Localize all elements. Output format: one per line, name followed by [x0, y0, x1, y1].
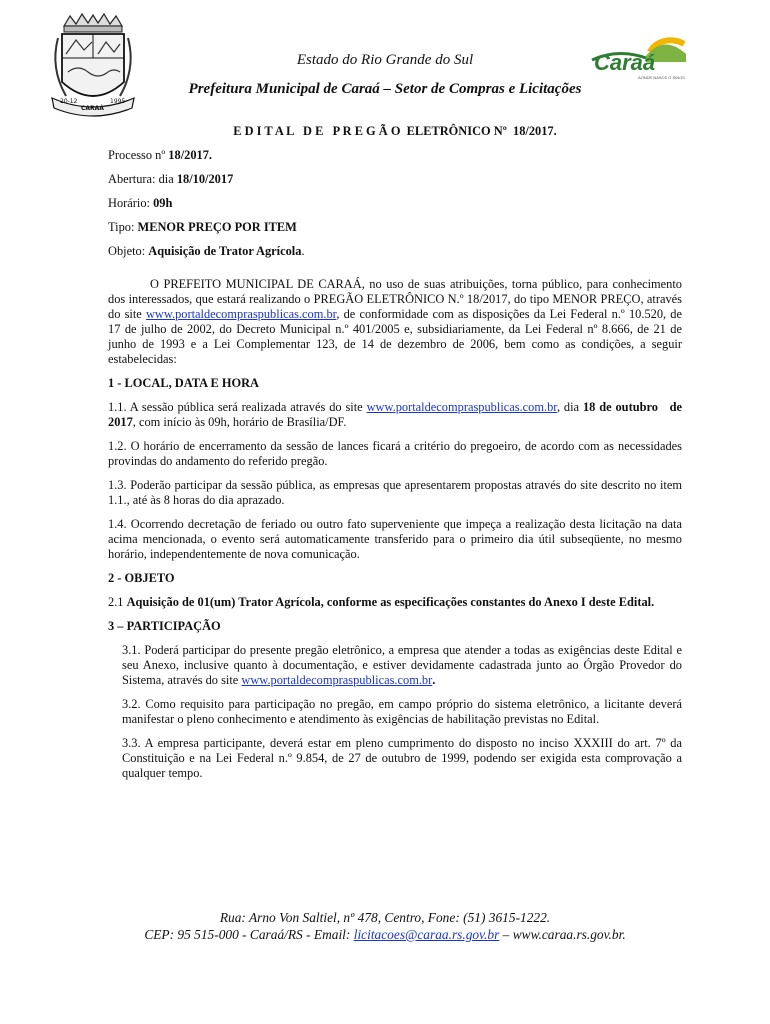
info-label: Abertura: dia — [108, 172, 177, 186]
crest-ribbon-text: CARAÁ — [81, 105, 104, 112]
info-value: 18/10/2017 — [176, 172, 234, 186]
portal-link[interactable]: www.portaldecompraspublicas.com.br — [241, 673, 433, 687]
paragraph-1-2: 1.2. O horário de encerramento da sessão de lances ficará a critério do pregoeiro, de acordo com as necessidades provindas do andamento do referido pregão. — [108, 439, 682, 468]
info-label: Objeto: — [108, 244, 149, 258]
crest-year-right: 1995 — [110, 98, 126, 105]
paragraph-2-1 — [108, 595, 682, 610]
text: 1.1. A sessão pública será realizada através do site — [108, 400, 367, 414]
footer-address: Rua: Arno Von Saltiel, nº 478, Centro, Fone: (51) 3615-1222. — [219, 910, 551, 925]
intro-text: O PREFEITO MUNICIPAL DE CARAÁ, no uso de suas atribuições, torna público, para conhecimento dos interessados, que estará realizando o PREGÃO ELETRÔNICO N.º 18/2017, do tipo MENOR PREÇO, através do site — [108, 277, 682, 321]
info-suffix: . — [301, 244, 305, 258]
info-horario — [108, 196, 682, 211]
info-label: Horário: — [108, 196, 154, 210]
footer-text: – www.caraa.rs.gov.br. — [499, 927, 626, 942]
email-link[interactable]: licitacoes@caraa.rs.gov.br — [353, 927, 500, 942]
footer-text: CEP: 95 515-000 - Caraá/RS - Email: — [144, 927, 354, 942]
info-label: Processo nº — [108, 148, 169, 162]
footer-contact — [0, 926, 770, 943]
intro-paragraph — [108, 277, 682, 367]
state-heading: Estado do Rio Grande do Sul — [296, 52, 474, 68]
text: , dia — [556, 400, 583, 414]
object-description: Aquisição de 01(um) Trator Agrícola, conforme as especificações constantes do Anexo I deste Edital. — [126, 595, 655, 609]
paragraph-3-3: 3.3. A empresa participante, deverá estar em pleno cumprimento do disposto no inciso XXXIII do art. 7º da Constituição e na Lei Federal n.º 9.854, de 27 de outubro de 1999, podendo ser exigida esta comprovação a qualquer tempo. — [122, 736, 682, 780]
session-date: 18 de outubro de 2017 — [108, 400, 686, 429]
department-heading: Prefeitura Municipal de Caraá – Setor de Compras e Licitações — [188, 81, 582, 97]
paragraph-1-3: 1.3. Poderão participar da sessão pública, as empresas que apresentarem propostas através do site descrito no item 1.1., até às 8 horas do dia aprazado. — [108, 478, 682, 507]
paragraph-1-1 — [108, 400, 686, 430]
info-abertura — [108, 172, 682, 187]
text: . — [432, 673, 436, 687]
page-footer — [0, 909, 770, 943]
info-label: Tipo: — [108, 220, 138, 234]
text: 3.1. Poderá participar do presente pregão eletrônico, a empresa que atender a todas as exigências deste Edital e seu Anexo, inclusive quanto à documentação, e estiver devidamente cadastrada junto ao Órgão Provedor do Sistema, através do site — [122, 643, 682, 687]
portal-link[interactable]: www.portaldecompraspublicas.com.br — [145, 307, 337, 321]
text: , com início às 09h, horário de Brasília/DF. — [132, 415, 347, 429]
logo-text: Caraá — [594, 50, 656, 75]
intro-text-cont: , de conformidade com as disposições da Lei Federal n.º 10.520, de 17 de julho de 2002, do Decreto Municipal n.º 401/2005 e, subsidiariamente, da Lei Federal nº 8.666, de 21 de junho de 1993 e a Lei Complementar 123, de 14 de dezembro de 2006, bem como as condições, a seguir estabelecidas: — [108, 307, 682, 366]
logo-tagline: AONDE NASCE O SINOS — [638, 75, 685, 80]
paragraph-3-2: 3.2. Como requisito para participação no pregão, em campo próprio do sistema eletrônico, a licitante deverá manifestar o pleno conhecimento e atendimento às exigências de habilitação previstas no Edital. — [122, 697, 682, 726]
section-3-heading: 3 – PARTICIPAÇÃO — [108, 619, 221, 633]
info-value: Aquisição de Trator Agrícola — [148, 244, 302, 258]
document-title: E D I T A L D E P R E G Ã O ELETRÔNICO Nº 18/2017. — [233, 124, 557, 138]
info-objeto — [108, 244, 682, 259]
crest-ribbon — [48, 96, 138, 116]
portal-link[interactable]: www.portaldecompraspublicas.com.br — [366, 400, 557, 414]
info-value: 09h — [153, 196, 173, 210]
section-1-heading: 1 - LOCAL, DATA E HORA — [108, 376, 259, 390]
text: 2.1 — [108, 595, 127, 609]
paragraph-1-4: 1.4. Ocorrendo decretação de feriado ou outro fato superveniente que impeça a realização desta licitação na data acima mencionada, o evento será automaticamente transferido para o primeiro dia útil subseqüente, no mesmo horário, independentemente de nova comunicação. — [108, 517, 682, 561]
section-2-heading: 2 - OBJETO — [108, 571, 175, 585]
info-processo — [108, 148, 682, 163]
info-value: MENOR PREÇO POR ITEM — [137, 220, 297, 234]
paragraph-3-1 — [108, 643, 682, 688]
info-value: 18/2017. — [168, 148, 213, 162]
info-tipo — [108, 220, 682, 235]
crest-year-left: 20-12 — [60, 98, 78, 105]
document-body — [108, 124, 686, 790]
